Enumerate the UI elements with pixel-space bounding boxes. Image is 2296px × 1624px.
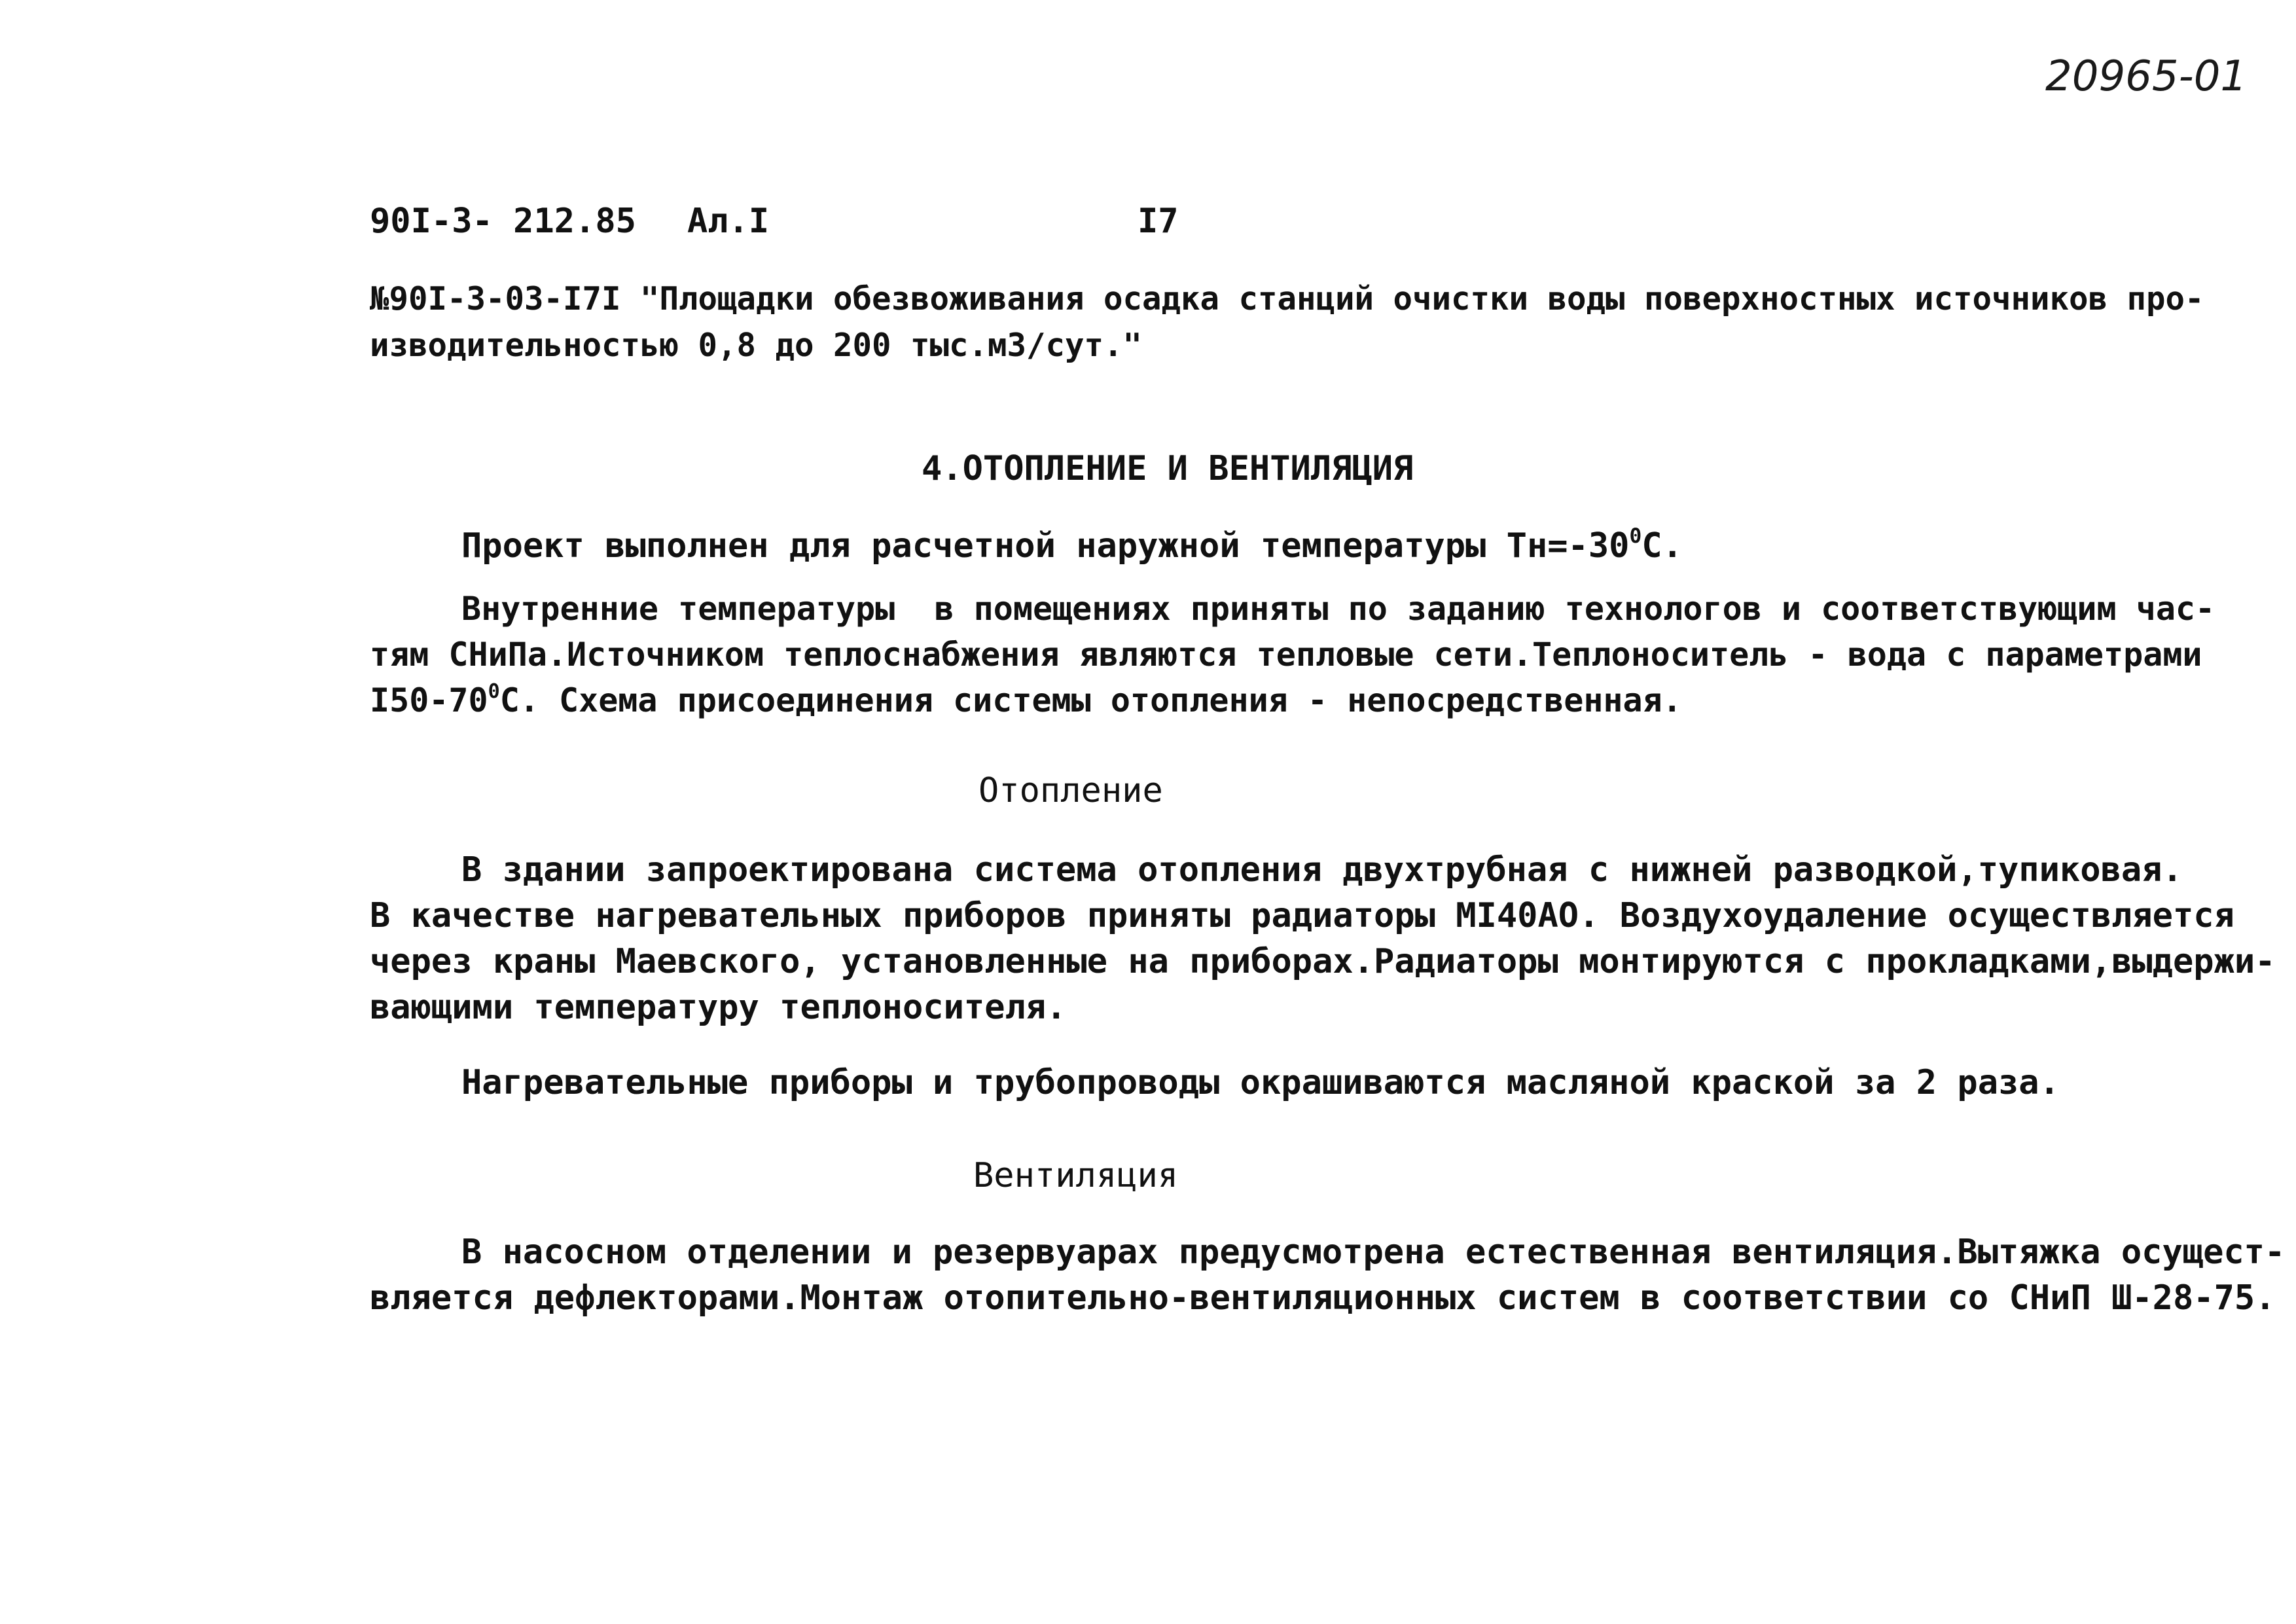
heating-subtitle: Отопление	[978, 771, 1163, 810]
degree-sign: 0	[488, 680, 500, 703]
album-number: Ал.I	[687, 202, 770, 241]
degree-sign: 0	[1629, 524, 1642, 549]
reference-line: №90I-3-03-I7I "Площадки обезвоживания осадка станций очистки воды поверхностных источников про-	[370, 280, 2204, 317]
document-code: 90I-3- 212.85	[370, 202, 636, 241]
intro-text-end: С.	[1641, 526, 1683, 566]
painting-paragraph: Нагревательные приборы и трубопроводы окрашиваются масляной краской за 2 раза.	[461, 1063, 2060, 1102]
temps-prefix: I50-70	[370, 681, 488, 719]
section-title: 4.ОТОПЛЕНИЕ И ВЕНТИЛЯЦИЯ	[922, 449, 1414, 488]
paragraph-line: Внутренние температуры в помещениях приняты по заданию технологов и соответствующим час-	[461, 590, 2215, 628]
paragraph-line: тям СНиПа.Источником теплоснабжения являются тепловые сети.Теплоноситель - вода с параметрами	[370, 636, 2202, 674]
page-number: I7	[1138, 202, 1179, 241]
paragraph-line: вающими температуру теплоносителя.	[370, 988, 1067, 1027]
intro-paragraph	[461, 524, 1683, 566]
paragraph-line: В здании запроектирована система отопления двухтрубная с нижней разводкой,тупиковая.	[461, 850, 2183, 890]
handwritten-archive-number: 20965-01	[2045, 52, 2248, 101]
paragraph-line: через краны Маевского, установленные на приборах.Радиаторы монтируются с прокладками,выдержи-	[370, 942, 2276, 981]
paragraph-line: вляется дефлекторами.Монтаж отопительно-вентиляционных систем в соответствии со СНиП Ш-28-75.	[370, 1278, 2276, 1318]
paragraph-line: В насосном отделении и резервуарах предусмотрена естественная вентиляция.Вытяжка осущест-	[461, 1233, 2286, 1272]
temps-suffix: С. Схема присоединения системы отопления - непосредственная.	[499, 681, 1682, 719]
reference-line: изводительностью 0,8 до 200 тыс.м3/сут."	[370, 327, 1143, 364]
paragraph-line	[370, 680, 1682, 719]
paragraph-line: В качестве нагревательных приборов приняты радиаторы МI40АО. Воздухоудаление осуществляется	[370, 896, 2234, 935]
intro-text: Проект выполнен для расчетной наружной температуры Тн=-30	[461, 526, 1630, 566]
ventilation-subtitle: Вентиляция	[973, 1156, 1179, 1195]
